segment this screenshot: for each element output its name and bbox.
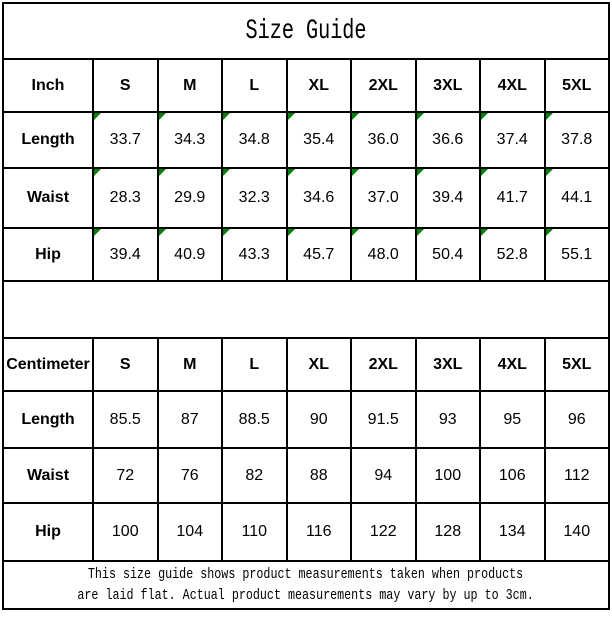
error-triangle-icon <box>159 169 166 176</box>
value-cell-text: 88 <box>309 466 328 484</box>
value-cell <box>352 504 415 560</box>
error-triangle-icon <box>159 113 166 120</box>
value-cell <box>94 113 157 167</box>
error-triangle-icon <box>352 113 359 120</box>
footer-note <box>4 562 608 608</box>
unit-header-cell <box>4 60 92 111</box>
size-header-cell-text: M <box>183 76 197 94</box>
value-cell-text: 37.8 <box>561 131 593 148</box>
value-cell <box>223 449 286 502</box>
footer-text <box>78 564 534 606</box>
value-cell <box>94 504 157 560</box>
value-cell-text: 140 <box>563 523 591 540</box>
value-cell <box>94 449 157 502</box>
size-header-cell-text: L <box>249 355 260 373</box>
value-cell-text: 29.9 <box>174 189 206 206</box>
value-cell <box>417 113 480 167</box>
row-label-cell-text: Waist <box>26 466 70 484</box>
value-cell <box>159 229 222 280</box>
size-header-cell <box>417 60 480 111</box>
error-triangle-icon <box>94 169 101 176</box>
size-header-cell <box>159 339 222 390</box>
value-cell-text: 43.3 <box>238 245 270 263</box>
size-header-cell-text: 5XL <box>562 355 592 373</box>
value-cell-text: 40.9 <box>174 245 206 263</box>
value-cell-text: 104 <box>176 523 204 540</box>
size-header-cell-text: XL <box>308 355 329 373</box>
value-cell <box>223 392 286 447</box>
error-triangle-icon <box>223 229 230 236</box>
error-triangle-icon <box>352 229 359 236</box>
value-cell <box>94 229 157 280</box>
row-label-cell <box>4 449 92 502</box>
size-header-cell <box>417 339 480 390</box>
value-cell <box>417 504 480 560</box>
size-header-cell-text: 2XL <box>368 355 398 373</box>
row-label-cell-text: Hip <box>35 245 61 263</box>
value-cell-text: 36.6 <box>432 131 464 148</box>
value-cell <box>352 449 415 502</box>
row-label-cell-text: Waist <box>26 189 70 206</box>
value-cell-text: 33.7 <box>109 131 141 148</box>
value-cell-text: 39.4 <box>109 245 141 263</box>
row-label-cell <box>4 392 92 447</box>
error-triangle-icon <box>481 113 488 120</box>
error-triangle-icon <box>94 113 101 120</box>
value-cell <box>417 449 480 502</box>
value-cell <box>546 504 609 560</box>
value-cell-text: 37.4 <box>496 131 528 148</box>
size-header-cell-text: 4XL <box>497 76 527 94</box>
row-label-cell <box>4 504 92 560</box>
value-cell <box>481 392 544 447</box>
value-cell-text: 39.4 <box>432 189 464 206</box>
value-cell <box>352 169 415 227</box>
size-header-cell-text: S <box>119 355 131 373</box>
value-cell <box>288 392 351 447</box>
title-row <box>4 4 608 58</box>
error-triangle-icon <box>288 229 295 236</box>
error-triangle-icon <box>94 229 101 236</box>
size-header-cell <box>159 60 222 111</box>
size-header-cell-text: 2XL <box>368 76 398 94</box>
value-cell-text: 50.4 <box>432 245 464 263</box>
size-header-cell-text: 3XL <box>433 355 463 373</box>
value-cell-text: 34.6 <box>303 189 335 206</box>
error-triangle-icon <box>546 169 553 176</box>
value-cell <box>288 449 351 502</box>
size-header-cell <box>288 339 351 390</box>
size-guide-table <box>2 2 610 610</box>
value-cell <box>288 113 351 167</box>
value-cell-text: 85.5 <box>109 410 141 428</box>
row-label-cell <box>4 169 92 227</box>
value-cell-text: 55.1 <box>561 245 593 263</box>
value-cell <box>417 392 480 447</box>
value-cell-text: 52.8 <box>496 245 528 263</box>
error-triangle-icon <box>546 229 553 236</box>
size-header-cell <box>352 60 415 111</box>
value-cell-text: 87 <box>180 410 199 428</box>
unit-header-cell-text: Centimeter <box>6 355 90 373</box>
footer-line-1: This size guide shows product measurements taken when products <box>88 566 524 583</box>
value-cell-text: 34.8 <box>238 131 270 148</box>
value-cell-text: 93 <box>438 410 457 428</box>
error-triangle-icon <box>288 113 295 120</box>
error-triangle-icon <box>352 169 359 176</box>
value-cell <box>159 449 222 502</box>
size-header-cell-text: XL <box>308 76 329 94</box>
value-cell <box>288 229 351 280</box>
value-cell <box>546 169 609 227</box>
value-cell-text: 76 <box>180 466 199 484</box>
size-header-cell <box>546 339 609 390</box>
error-triangle-icon <box>223 169 230 176</box>
size-header-cell <box>223 339 286 390</box>
value-cell <box>288 504 351 560</box>
value-cell <box>481 229 544 280</box>
value-cell-text: 128 <box>434 523 462 540</box>
row-label-cell-text: Length <box>21 410 75 428</box>
value-cell-text: 88.5 <box>238 410 270 428</box>
size-header-cell <box>352 339 415 390</box>
value-cell-text: 116 <box>305 523 332 540</box>
value-cell-text: 28.3 <box>109 189 141 206</box>
value-cell <box>481 449 544 502</box>
value-cell-text: 32.3 <box>238 189 270 206</box>
size-header-cell-text: 3XL <box>433 76 463 94</box>
value-cell-text: 36.0 <box>367 131 399 148</box>
page-title: Size Guide <box>245 15 367 47</box>
value-cell <box>94 392 157 447</box>
row-label-cell <box>4 229 92 280</box>
value-cell <box>159 169 222 227</box>
spacer-row <box>4 282 608 337</box>
size-header-cell-text: 5XL <box>562 76 592 94</box>
error-triangle-icon <box>223 113 230 120</box>
value-cell-text: 90 <box>309 410 328 428</box>
value-cell-text: 110 <box>241 523 267 540</box>
value-cell <box>481 169 544 227</box>
value-cell-text: 122 <box>369 523 397 540</box>
value-cell-text: 72 <box>116 466 135 484</box>
value-cell-text: 34.3 <box>174 131 206 148</box>
row-label-cell <box>4 113 92 167</box>
value-cell-text: 95 <box>503 410 522 428</box>
value-cell <box>223 504 286 560</box>
value-cell-text: 100 <box>111 523 139 540</box>
value-cell-text: 96 <box>567 410 586 428</box>
size-header-cell <box>288 60 351 111</box>
value-cell-text: 106 <box>498 466 526 484</box>
value-cell <box>159 504 222 560</box>
unit-header-cell <box>4 339 92 390</box>
value-cell <box>94 169 157 227</box>
value-cell-text: 35.4 <box>303 131 335 148</box>
value-cell <box>546 113 609 167</box>
error-triangle-icon <box>481 229 488 236</box>
size-header-cell <box>223 60 286 111</box>
error-triangle-icon <box>417 229 424 236</box>
size-header-cell <box>94 60 157 111</box>
size-header-cell <box>94 339 157 390</box>
size-header-cell-text: L <box>249 76 260 94</box>
value-cell <box>417 169 480 227</box>
value-cell-text: 82 <box>245 466 264 484</box>
value-cell <box>223 113 286 167</box>
value-cell-text: 91.5 <box>367 410 399 428</box>
footer-line-2: are laid flat. Actual product measurements may vary by up to 3cm. <box>77 587 535 604</box>
error-triangle-icon <box>481 169 488 176</box>
row-label-cell-text: Length <box>21 131 75 148</box>
value-cell <box>546 229 609 280</box>
value-cell-text: 45.7 <box>303 245 335 263</box>
value-cell <box>223 229 286 280</box>
value-cell <box>159 392 222 447</box>
error-triangle-icon <box>546 113 553 120</box>
value-cell-text: 44.1 <box>561 189 593 206</box>
size-header-cell <box>481 60 544 111</box>
row-label-cell-text: Hip <box>35 523 61 540</box>
value-cell <box>417 229 480 280</box>
value-cell <box>352 113 415 167</box>
size-header-cell-text: S <box>119 76 131 94</box>
size-header-cell-text: 4XL <box>497 355 527 373</box>
value-cell-text: 41.7 <box>496 189 528 206</box>
size-header-cell <box>481 339 544 390</box>
value-cell-text: 94 <box>374 466 393 484</box>
size-header-cell-text: M <box>183 355 197 373</box>
size-header-cell <box>546 60 609 111</box>
value-cell <box>352 392 415 447</box>
value-cell <box>352 229 415 280</box>
value-cell-text: 37.0 <box>367 189 399 206</box>
value-cell <box>223 169 286 227</box>
value-cell-text: 112 <box>563 466 590 484</box>
value-cell <box>546 392 609 447</box>
value-cell-text: 134 <box>498 523 526 540</box>
value-cell <box>481 504 544 560</box>
value-cell-text: 100 <box>434 466 462 484</box>
value-cell <box>481 113 544 167</box>
value-cell <box>546 449 609 502</box>
error-triangle-icon <box>417 169 424 176</box>
error-triangle-icon <box>417 113 424 120</box>
value-cell <box>288 169 351 227</box>
error-triangle-icon <box>288 169 295 176</box>
error-triangle-icon <box>159 229 166 236</box>
value-cell-text: 48.0 <box>367 245 399 263</box>
value-cell <box>159 113 222 167</box>
unit-header-cell-text: Inch <box>31 76 65 94</box>
